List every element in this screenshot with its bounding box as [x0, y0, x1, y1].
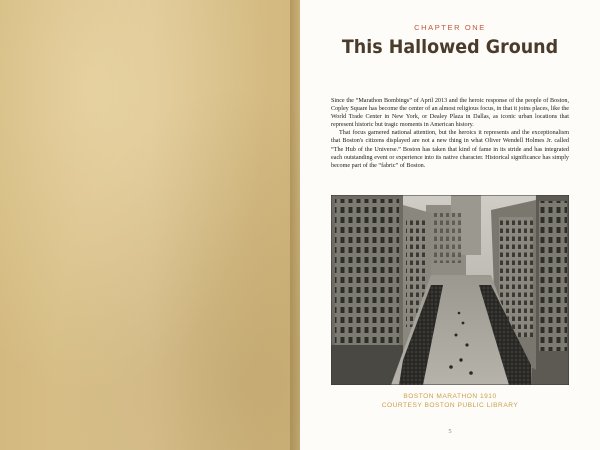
street-parade-photo — [331, 195, 569, 385]
historic-photo — [331, 195, 569, 385]
chapter-title: This Hallowed Ground — [341, 36, 559, 58]
paragraph-2: That focus garnered national attention, but the heroics it represents and the exceptionalism that Boston's citizens displayed are not a new thing in what Oliver Wendell Holmes Jr. called “The Hub of the Universe.” Boston has taken that kind of fame in its stride and has integrated each outstanding event or experience into its native character. Historical significance has simply become part of the “fabric” of Boston. — [331, 130, 569, 169]
page-number: 5 — [448, 428, 452, 435]
paragraph-1: Since the “Marathon Bombings” of April 2013 and the heroic response of the people of Boston, Copley Square has become the center of an almost religious focus, in that it joins places, like the World Trade Center in New York, or Dealey Plaza in Dallas, as iconic urban locations that represent historic but tragic moments in American history. — [331, 98, 569, 129]
body-text — [331, 97, 569, 170]
right-page — [300, 0, 600, 450]
caption-line-1: BOSTON MARATHON 1910 — [403, 393, 497, 400]
chapter-label: CHAPTER ONE — [414, 23, 486, 32]
caption-line-2: COURTESY BOSTON PUBLIC LIBRARY — [381, 401, 519, 409]
photo-caption — [300, 393, 600, 410]
